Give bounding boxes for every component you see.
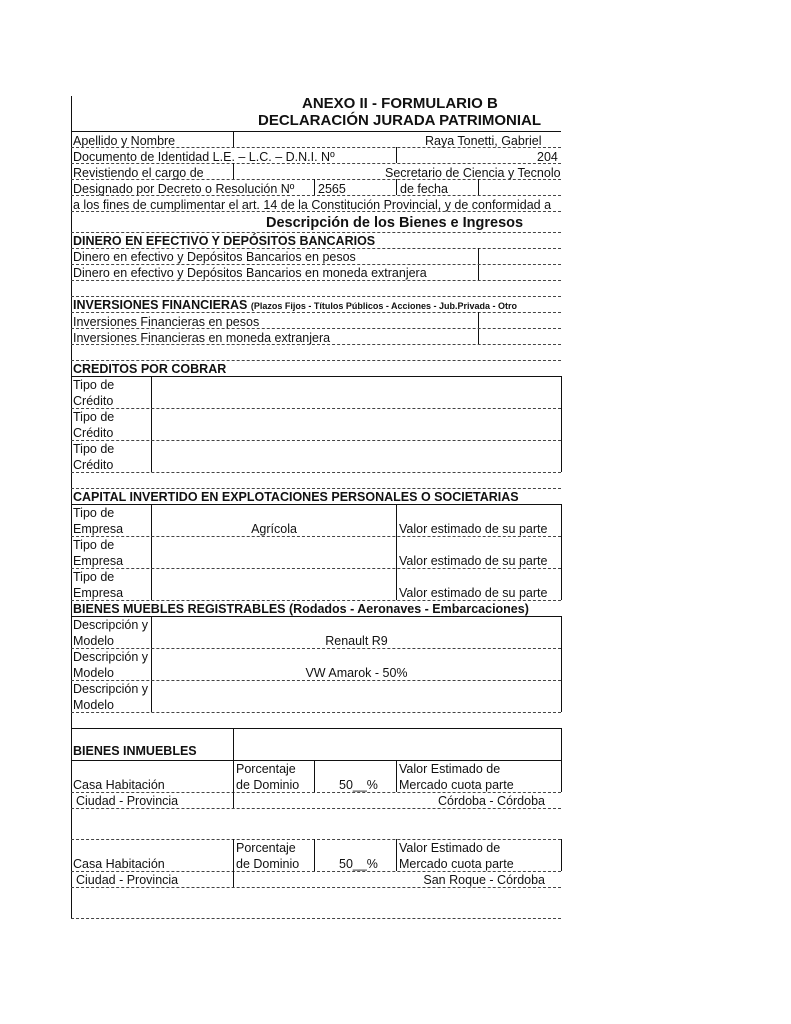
- mueble-desc-3b: Modelo: [73, 698, 114, 712]
- row-line: [71, 504, 561, 505]
- row-line: [71, 871, 561, 872]
- capital-tipo-3a: Tipo de: [73, 570, 115, 584]
- row-line: [71, 195, 561, 196]
- row-line: [71, 328, 561, 329]
- dinero-extranjera-label: Dinero en efectivo y Depósitos Bancarios en moneda extranjera: [73, 266, 427, 280]
- row-line: [71, 296, 561, 297]
- muebles-title: BIENES MUEBLES REGISTRABLES (Rodados - Aeronaves - Embarcaciones): [73, 602, 529, 616]
- credito-tipo-1a: Tipo de: [73, 378, 115, 392]
- cell-divider: [151, 616, 152, 712]
- row-line: [71, 472, 561, 473]
- inversiones-subtitle: (Plazos Fijos - Títulos Públicos - Acciones - Jub.Privada - Otro: [250, 301, 518, 311]
- row-line: [71, 808, 561, 809]
- documento-value: 204: [537, 150, 558, 164]
- inversiones-extranjera-label: Inversiones Financieras en moneda extranjera: [73, 331, 331, 345]
- row-line: [71, 488, 561, 489]
- credito-tipo-1b: Crédito: [73, 394, 114, 408]
- mueble-desc-2b: Modelo: [73, 666, 114, 680]
- row-line: [71, 536, 561, 537]
- mueble-desc-1a: Descripción y: [73, 618, 149, 632]
- cell-divider: [561, 504, 562, 600]
- fecha-label: de fecha: [400, 182, 448, 196]
- mueble-desc-2a: Descripción y: [73, 650, 149, 664]
- inmueble-ciudad-label-2: Ciudad - Provincia: [76, 873, 179, 887]
- descripcion-title: Descripción de los Bienes e Ingresos: [266, 215, 524, 231]
- row-line: [71, 344, 561, 345]
- row-line: [71, 918, 561, 919]
- inversiones-header: [73, 298, 561, 313]
- cell-divider: [233, 839, 234, 871]
- row-line: [71, 616, 561, 617]
- inmueble-tipo-1: Casa Habitación: [73, 778, 165, 792]
- row-line: [71, 264, 561, 265]
- row-line: [71, 600, 561, 601]
- decreto-label: Designado por Decreto o Resolución Nº: [73, 182, 295, 196]
- cargo-value: Secretario de Ciencia y Tecnolo: [385, 166, 561, 180]
- inmueble-porc-2b: de Dominio: [236, 857, 300, 871]
- capital-title: CAPITAL INVERTIDO EN EXPLOTACIONES PERSONALES O SOCIETARIAS: [73, 490, 519, 504]
- cell-divider: [396, 839, 397, 871]
- cell-divider: [561, 839, 562, 871]
- documento-label: Documento de Identidad L.E. – L.C. – D.N.I. Nº: [73, 150, 335, 164]
- cell-divider: [151, 504, 152, 600]
- row-line: [71, 568, 561, 569]
- row-line: [71, 648, 561, 649]
- cell-divider: [396, 504, 397, 600]
- row-line: [71, 211, 561, 212]
- capital-valor-3: Valor estimado de su parte: [399, 586, 548, 600]
- cell-divider: [233, 131, 234, 147]
- inmueble-valor-2b: Mercado cuota parte: [399, 857, 514, 871]
- dinero-title: DINERO EN EFECTIVO Y DEPÓSITOS BANCARIOS: [73, 234, 376, 248]
- credito-tipo-3a: Tipo de: [73, 442, 115, 456]
- cell-divider: [233, 871, 234, 887]
- mueble-value-1: Renault R9: [325, 634, 388, 648]
- row-line: [71, 440, 561, 441]
- creditos-title: CREDITOS POR COBRAR: [73, 362, 227, 376]
- cell-divider: [478, 179, 479, 195]
- mueble-desc-3a: Descripción y: [73, 682, 149, 696]
- row-line: [71, 280, 561, 281]
- cell-divider: [561, 728, 562, 792]
- declaracion-title: DECLARACIÓN JURADA PATRIMONIAL: [258, 112, 542, 129]
- row-line: [71, 408, 561, 409]
- capital-tipo-1b: Empresa: [73, 522, 124, 536]
- cargo-label: Revistiendo el cargo de: [73, 166, 204, 180]
- row-line: [71, 312, 561, 313]
- inmueble-porc-1a: Porcentaje: [236, 762, 296, 776]
- capital-tipo-2b: Empresa: [73, 554, 124, 568]
- credito-tipo-2b: Crédito: [73, 426, 114, 440]
- capital-tipo-3b: Empresa: [73, 586, 124, 600]
- cell-divider: [561, 376, 562, 472]
- capital-valor-1: Valor estimado de su parte: [399, 522, 548, 536]
- inmueble-porc-2a: Porcentaje: [236, 841, 296, 855]
- cell-divider: [233, 792, 234, 808]
- inversiones-pesos-label: Inversiones Financieras en pesos: [73, 315, 260, 329]
- inmueble-valor-1a: Valor Estimado de: [399, 762, 501, 776]
- anexo-title: ANEXO II - FORMULARIO B: [302, 95, 498, 112]
- row-line: [71, 360, 561, 361]
- row-line: [71, 376, 561, 377]
- cell-divider: [233, 163, 234, 179]
- cell-divider: [396, 147, 397, 163]
- cell-divider: [314, 760, 315, 792]
- row-line: [71, 147, 561, 148]
- apellido-label: Apellido y Nombre: [73, 134, 176, 148]
- inmueble-valor-1b: Mercado cuota parte: [399, 778, 514, 792]
- inmueble-valor-2a: Valor Estimado de: [399, 841, 501, 855]
- decreto-value: 2565: [318, 182, 346, 196]
- inmueble-ciudad-1: Córdoba - Córdoba: [437, 794, 545, 808]
- cell-divider: [561, 616, 562, 712]
- header-rule: [71, 131, 561, 132]
- inmueble-porc-1b: de Dominio: [236, 778, 300, 792]
- cell-divider: [314, 179, 315, 195]
- inversiones-title: INVERSIONES FINANCIERAS: [73, 298, 248, 312]
- dinero-pesos-label: Dinero en efectivo y Depósitos Bancarios en pesos: [73, 250, 356, 264]
- row-line: [71, 728, 561, 729]
- row-line: [71, 248, 561, 249]
- credito-tipo-3b: Crédito: [73, 458, 114, 472]
- inmuebles-title: BIENES INMUEBLES: [73, 744, 197, 758]
- fines-text: a los fines de cumplimentar el art. 14 de la Constitución Provincial, y de conformidad a: [73, 198, 552, 212]
- inmueble-porc-value-2: 50__%: [339, 857, 378, 871]
- capital-empresa-1: Agrícola: [251, 522, 297, 536]
- mueble-value-2: VW Amarok - 50%: [305, 666, 408, 680]
- apellido-value: Raya Tonetti, Gabriel: [425, 134, 542, 148]
- row-line: [71, 887, 561, 888]
- row-line: [71, 163, 561, 164]
- inmueble-ciudad-label-1: Ciudad - Provincia: [76, 794, 179, 808]
- row-line: [71, 712, 561, 713]
- capital-valor-2: Valor estimado de su parte: [399, 554, 548, 568]
- mueble-desc-1b: Modelo: [73, 634, 114, 648]
- credito-tipo-2a: Tipo de: [73, 410, 115, 424]
- inmueble-tipo-2: Casa Habitación: [73, 857, 165, 871]
- capital-tipo-2a: Tipo de: [73, 538, 115, 552]
- row-line: [71, 232, 561, 233]
- inmueble-ciudad-2: San Roque - Córdoba: [423, 873, 545, 887]
- inmueble-porc-value-1: 50__%: [339, 778, 378, 792]
- capital-tipo-1a: Tipo de: [73, 506, 115, 520]
- cell-divider: [151, 376, 152, 472]
- left-border: [71, 96, 72, 918]
- cell-divider: [314, 839, 315, 871]
- row-line: [71, 792, 561, 793]
- row-line: [71, 680, 561, 681]
- cell-divider: [396, 760, 397, 792]
- row-line: [71, 839, 561, 840]
- cell-divider: [396, 179, 397, 195]
- row-line: [71, 179, 561, 180]
- row-line: [71, 760, 561, 761]
